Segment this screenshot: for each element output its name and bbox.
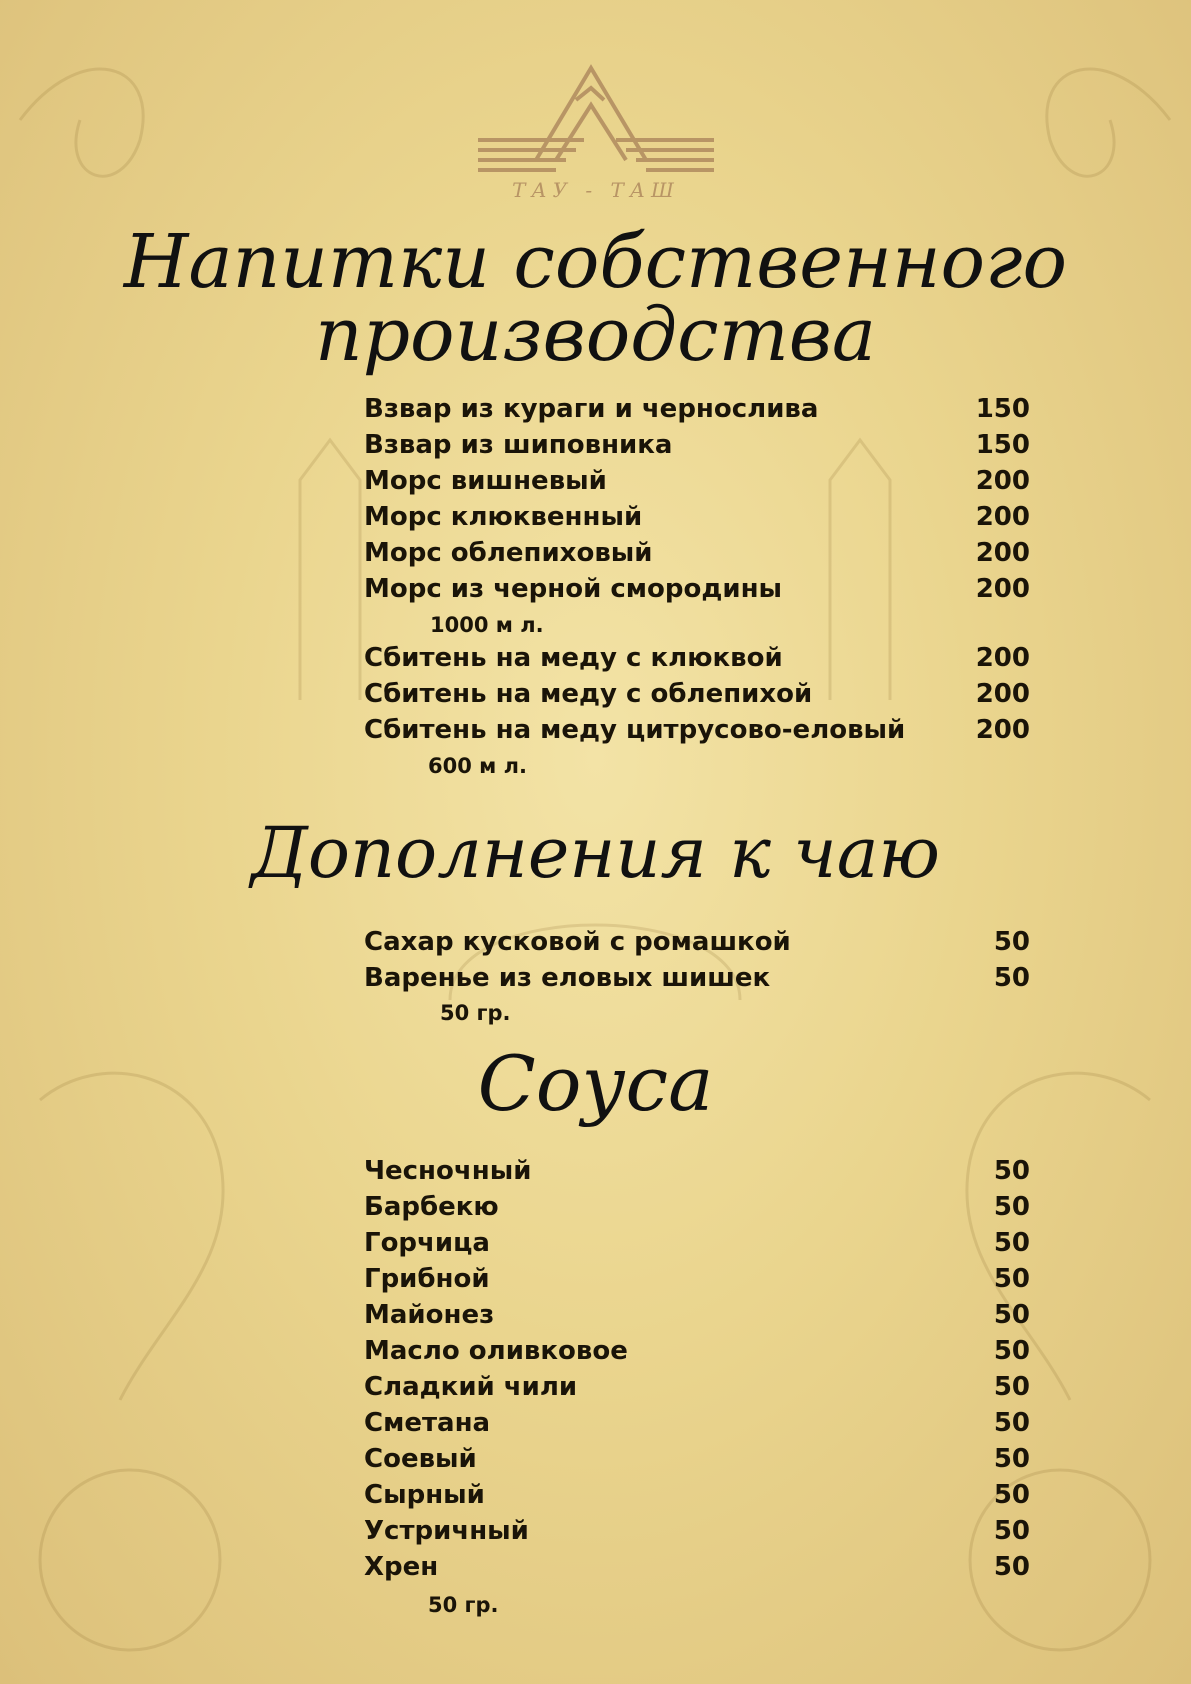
item-name: Морс облепиховый xyxy=(364,538,653,568)
item-price: 50 xyxy=(993,1552,1030,1582)
item-price: 50 xyxy=(993,1408,1030,1438)
item-name: Горчица xyxy=(364,1228,490,1258)
item-price: 50 xyxy=(993,1480,1030,1510)
menu-item xyxy=(364,677,1030,711)
item-price: 200 xyxy=(975,715,1030,745)
item-price: 150 xyxy=(975,394,1030,424)
section-title-drinks-line-1: Напитки собственного xyxy=(123,219,1068,305)
menu-item xyxy=(364,1262,1030,1296)
item-price: 200 xyxy=(975,466,1030,496)
item-name: Барбекю xyxy=(364,1192,499,1222)
item-price: 50 xyxy=(993,1300,1030,1330)
item-name: Устричный xyxy=(364,1516,529,1546)
item-price: 50 xyxy=(993,1372,1030,1402)
item-name: Грибной xyxy=(364,1264,490,1294)
item-name: Сметана xyxy=(364,1408,491,1438)
item-name: Морс из черной смородины xyxy=(364,574,783,604)
item-name: Соевый xyxy=(364,1444,477,1474)
menu-item xyxy=(364,641,1030,675)
item-price: 200 xyxy=(975,502,1030,532)
menu-item xyxy=(364,925,1030,959)
logo xyxy=(476,60,716,200)
item-price: 150 xyxy=(975,430,1030,460)
item-name: Сбитень на меду с облепихой xyxy=(364,679,813,709)
item-name: Чесночный xyxy=(364,1156,532,1186)
item-price: 50 xyxy=(993,1336,1030,1366)
weight-note: 50 гр. xyxy=(440,1001,511,1025)
item-name: Морс вишневый xyxy=(364,466,607,496)
menu-item xyxy=(364,961,1030,995)
menu-item xyxy=(364,428,1030,462)
volume-note: 1000 м л. xyxy=(430,613,544,637)
item-name: Майонез xyxy=(364,1300,495,1330)
menu-item xyxy=(364,1298,1030,1332)
menu-item xyxy=(364,1442,1030,1476)
item-name: Взвар из кураги и чернослива xyxy=(364,394,819,424)
item-price: 50 xyxy=(993,1156,1030,1186)
menu-item xyxy=(364,392,1030,426)
logo-text: ТАУ - ТАШ xyxy=(512,178,680,202)
item-name: Сырный xyxy=(364,1480,485,1510)
menu-item xyxy=(364,1406,1030,1440)
item-name: Морс клюквенный xyxy=(364,502,643,532)
menu-item xyxy=(364,1478,1030,1512)
item-price: 50 xyxy=(993,963,1030,993)
volume-note: 600 м л. xyxy=(428,754,527,778)
item-name: Сахар кусковой с ромашкой xyxy=(364,927,791,957)
menu-item xyxy=(364,1334,1030,1368)
item-name: Сладкий чили xyxy=(364,1372,578,1402)
item-name: Хрен xyxy=(364,1552,439,1582)
item-price: 50 xyxy=(993,1264,1030,1294)
menu-item xyxy=(364,1226,1030,1260)
section-title-sauces: Соуса xyxy=(477,1039,714,1128)
item-name: Сбитень на меду с клюквой xyxy=(364,643,783,673)
menu-item xyxy=(364,713,1030,747)
item-name: Варенье из еловых шишек xyxy=(364,963,771,993)
item-price: 200 xyxy=(975,643,1030,673)
menu-item xyxy=(364,1514,1030,1548)
item-name: Сбитень на меду цитрусово-еловый xyxy=(364,715,906,745)
menu-item xyxy=(364,572,1030,606)
menu-item xyxy=(364,1370,1030,1404)
mountain-logo-icon xyxy=(476,60,716,180)
item-price: 50 xyxy=(993,1444,1030,1474)
item-price: 50 xyxy=(993,1192,1030,1222)
item-name: Масло оливковое xyxy=(364,1336,628,1366)
item-price: 200 xyxy=(975,574,1030,604)
item-price: 200 xyxy=(975,538,1030,568)
menu-item xyxy=(364,1190,1030,1224)
section-title-drinks-line-2: производства xyxy=(315,292,876,378)
menu-item xyxy=(364,1154,1030,1188)
item-price: 50 xyxy=(993,1228,1030,1258)
menu-item xyxy=(364,536,1030,570)
item-price: 50 xyxy=(993,927,1030,957)
weight-note: 50 гр. xyxy=(428,1593,499,1617)
menu-item xyxy=(364,1550,1030,1584)
section-title-tea-additions: Дополнения к чаю xyxy=(250,812,941,894)
item-name: Взвар из шиповника xyxy=(364,430,673,460)
menu-item xyxy=(364,464,1030,498)
menu-item xyxy=(364,500,1030,534)
item-price: 50 xyxy=(993,1516,1030,1546)
item-price: 200 xyxy=(975,679,1030,709)
